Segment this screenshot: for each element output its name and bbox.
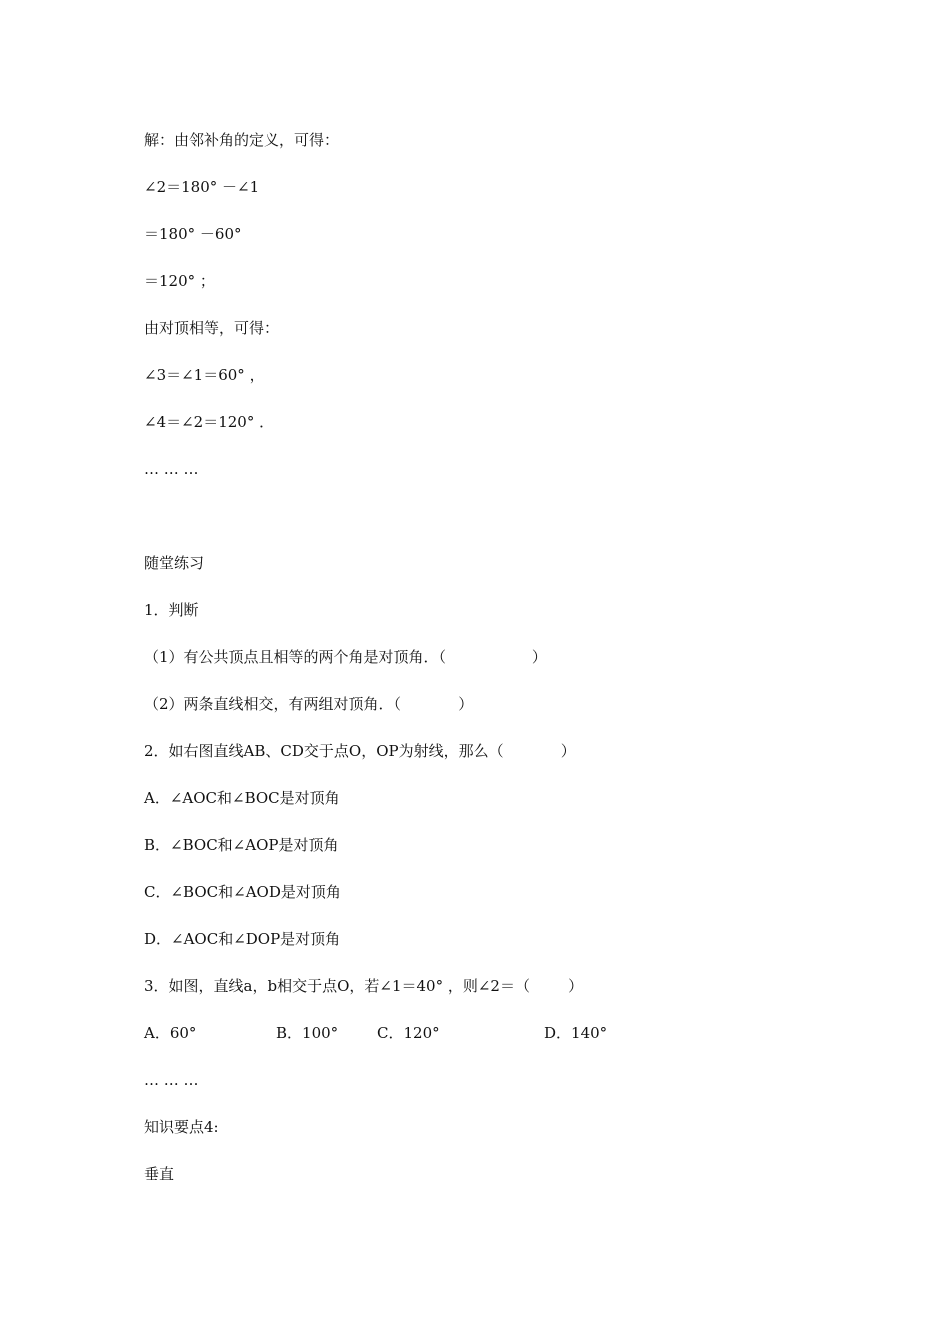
knowledge-topic: 垂直 — [144, 1165, 175, 1183]
question-2-option-a: A．∠AOC和∠BOC是对顶角 — [144, 789, 340, 807]
question-1-item-2: （2）两条直线相交，有两组对顶角．（ ） — [144, 695, 474, 713]
question-3-option-b: B．100° — [276, 1024, 339, 1042]
question-1-title: 1．判断 — [144, 601, 199, 619]
question-3-stem: 3．如图，直线a，b相交于点O，若∠1＝40° ，则∠2＝（ ） — [144, 977, 584, 995]
solution-step-5: ∠4＝∠2＝120° ． — [144, 413, 275, 431]
vertical-angles-intro: 由对顶相等，可得： — [144, 319, 280, 337]
question-1-item-1: （1）有公共顶点且相等的两个角是对顶角．（ ） — [144, 648, 547, 666]
solution-intro: 解：由邻补角的定义，可得： — [144, 131, 340, 149]
knowledge-heading: 知识要点4: — [144, 1118, 219, 1136]
ellipsis-2: … … … — [144, 1071, 199, 1089]
question-2-option-b: B．∠BOC和∠AOP是对顶角 — [144, 836, 339, 854]
question-2-stem: 2．如右图直线AB、CD交于点O，OP为射线，那么（ ） — [144, 742, 576, 760]
ellipsis-1: … … … — [144, 460, 199, 478]
question-2-option-c: C．∠BOC和∠AOD是对顶角 — [144, 883, 341, 901]
question-2-option-d: D．∠AOC和∠DOP是对顶角 — [144, 930, 341, 948]
practice-heading: 随堂练习 — [144, 554, 205, 572]
question-3-option-c: C．120° — [377, 1024, 440, 1042]
solution-step-2: ＝180° －60° — [144, 225, 242, 243]
solution-step-4: ∠3＝∠1＝60° ， — [144, 366, 265, 384]
question-3-option-a: A．60° — [144, 1024, 197, 1042]
solution-step-3: ＝120° ； — [144, 272, 215, 290]
question-3-option-d: D．140° — [544, 1024, 608, 1042]
solution-step-1: ∠2＝180° －∠1 — [144, 178, 260, 196]
